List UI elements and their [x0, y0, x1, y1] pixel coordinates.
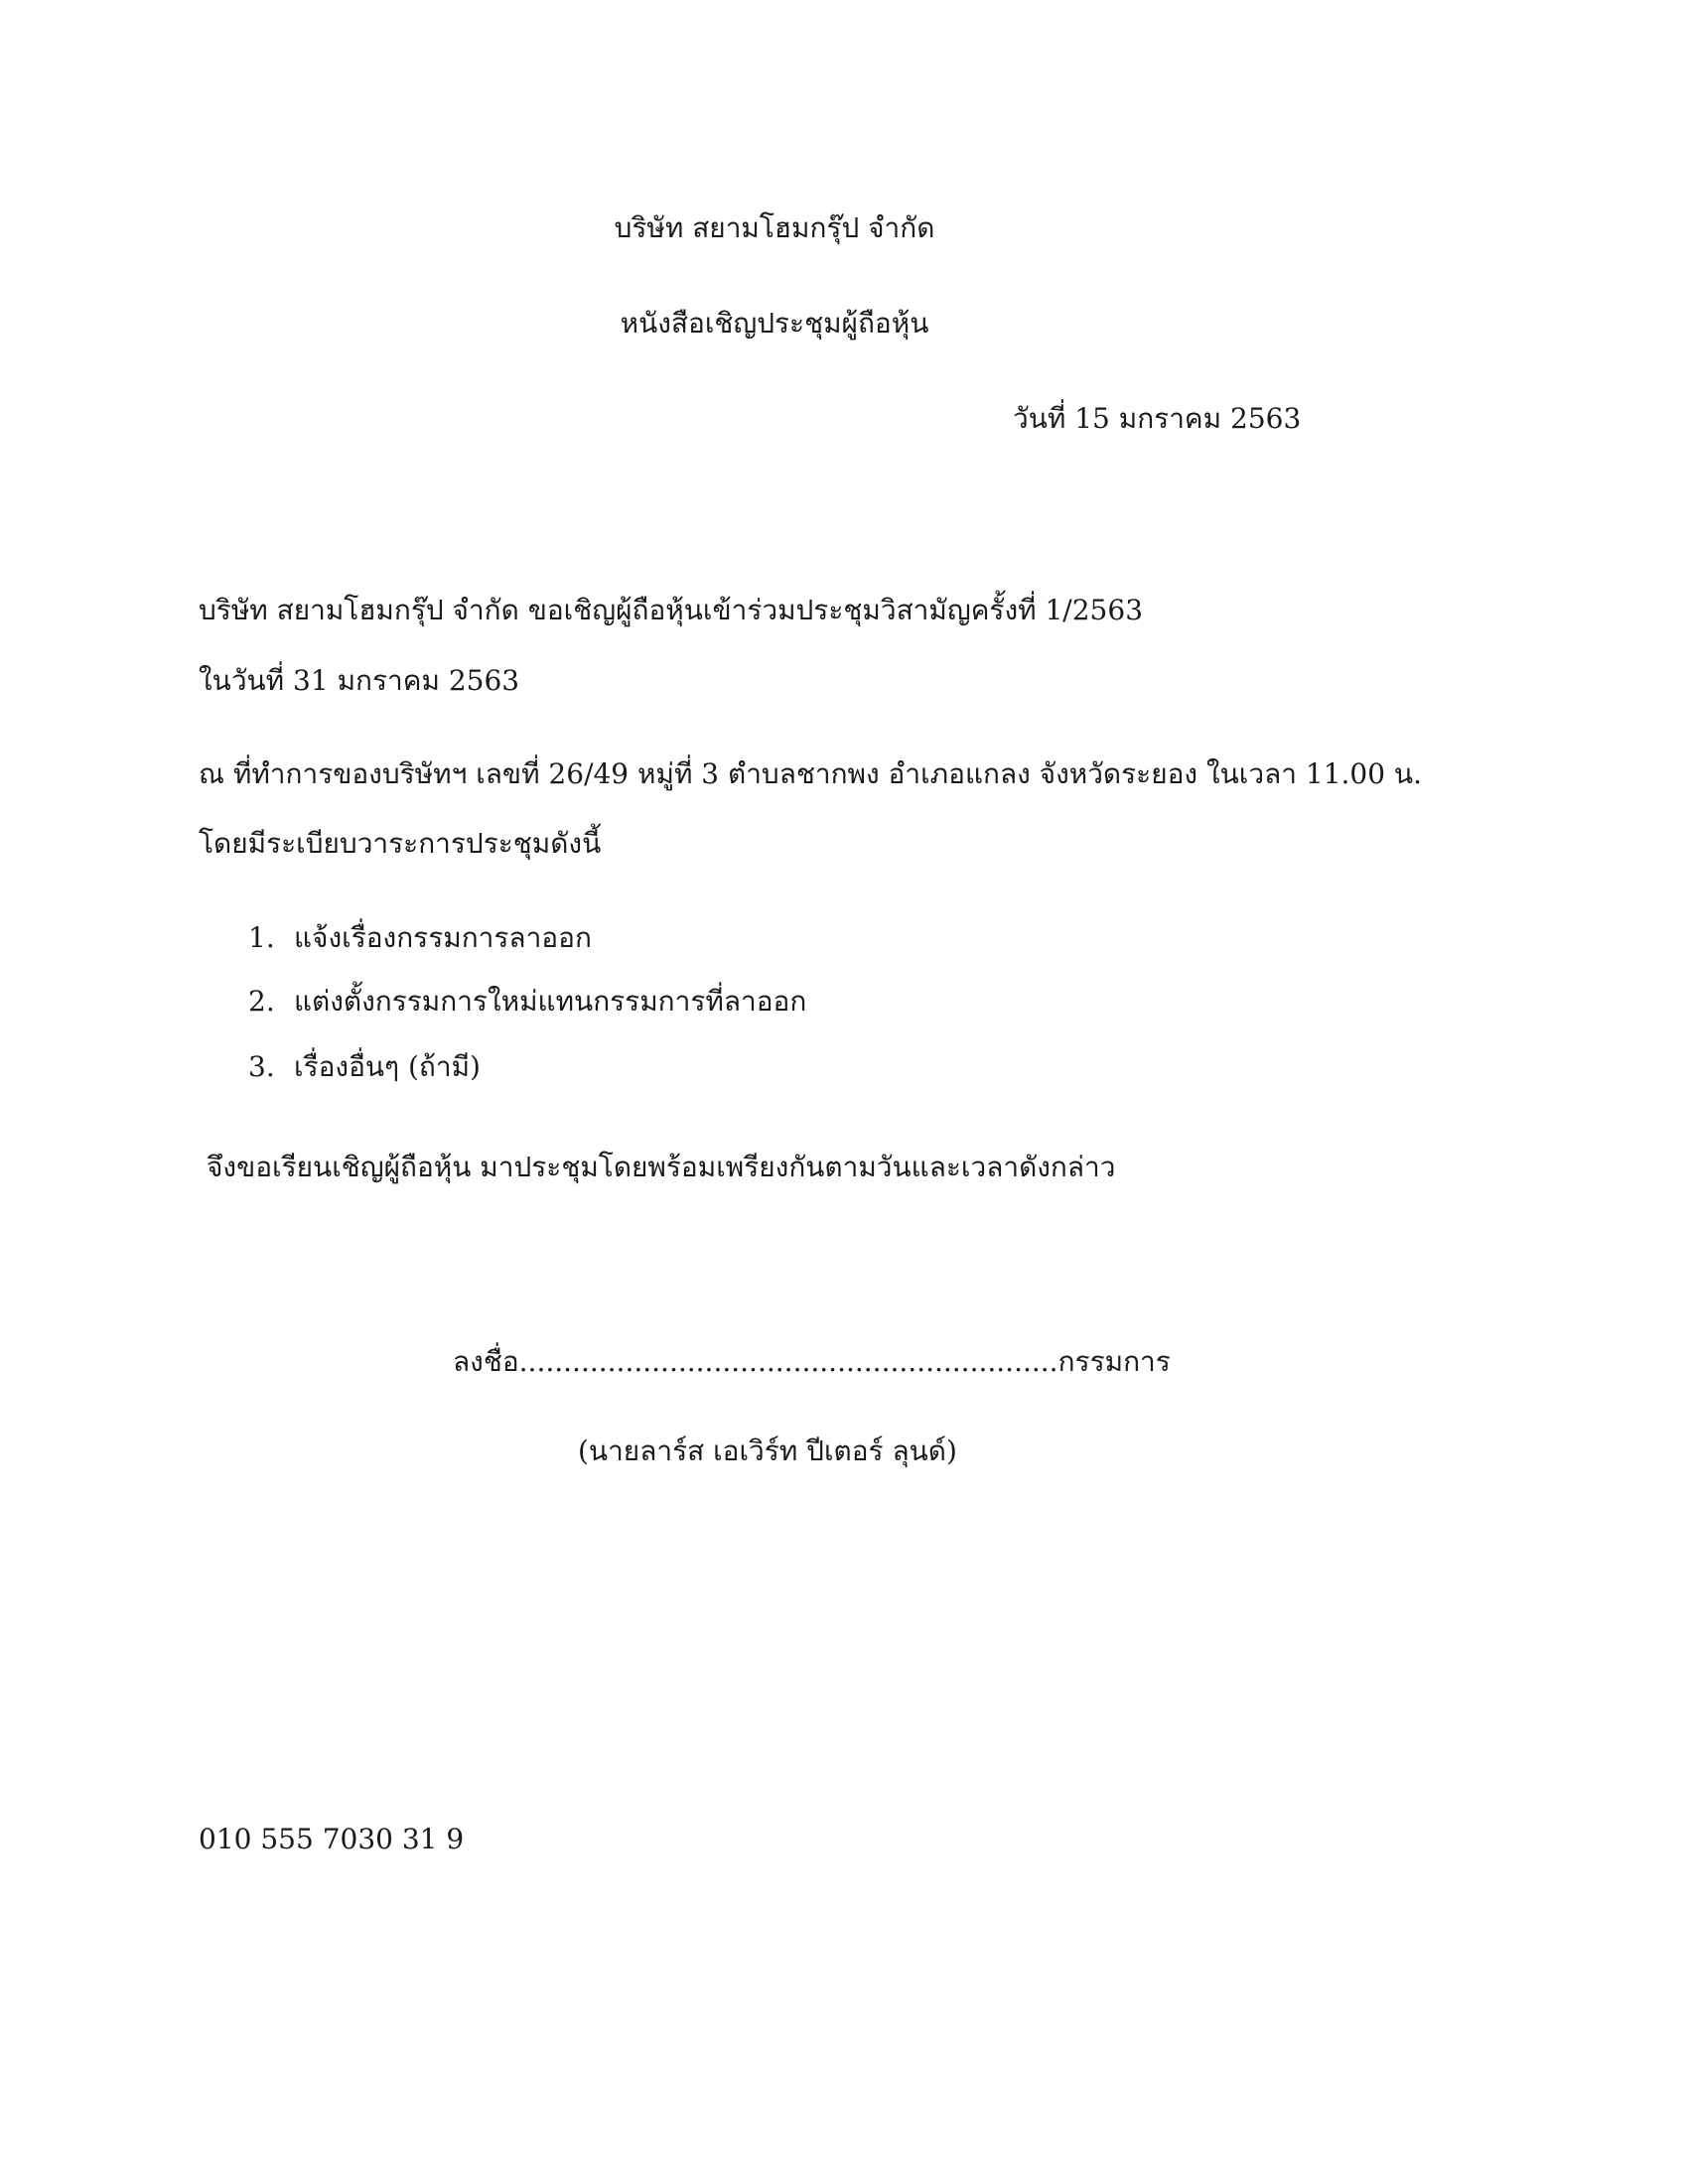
agenda-item-number: 2.	[248, 985, 275, 1018]
agenda-item-number: 3.	[248, 1050, 275, 1083]
closing-paragraph: จึงขอเรียนเชิญผู้ถือหุ้น มาประชุมโดยพร้อมเพรียงกันตามวันและเวลาดังกล่าว	[207, 1151, 1116, 1183]
agenda-item-text: แจ้งเรื่องกรรมการลาออก	[294, 921, 592, 954]
agenda-item-text: แต่งตั้งกรรมการใหม่แทนกรรมการที่ลาออก	[294, 985, 807, 1018]
registration-number: 010 555 7030 31 9	[199, 1823, 465, 1855]
agenda-item	[248, 984, 806, 1020]
intro-paragraph-line-2: ในวันที่ 31 มกราคม 2563	[199, 664, 520, 697]
venue-paragraph-line-1: ณ ที่ทำการของบริษัทฯ เลขที่ 26/49 หมู่ที่ 3 ตำบลชากพง อำเภอแกลง จังหวัดระยอง ในเวลา 11.00 น.	[199, 757, 1422, 790]
agenda-item-text: เรื่องอื่นๆ (ถ้ามี)	[294, 1050, 481, 1083]
agenda-item-number: 1.	[248, 921, 275, 954]
document-date: วันที่ 15 มกราคม 2563	[1013, 402, 1302, 435]
company-name-heading: บริษัท สยามโฮมกรุ๊ป จำกัด	[614, 211, 935, 244]
signature-line: ลงชื่อ.............................................................กรรมการ	[453, 1345, 1171, 1378]
signer-name: (นายลาร์ส เอเวิร์ท ปีเตอร์ ลุนด์)	[578, 1434, 957, 1467]
document-title: หนังสือเชิญประชุมผู้ถือหุ้น	[620, 307, 929, 340]
agenda-item	[248, 920, 592, 956]
venue-paragraph-line-2: โดยมีระเบียบวาระการประชุมดังนี้	[199, 827, 602, 860]
intro-paragraph-line-1: บริษัท สยามโฮมกรุ๊ป จำกัด ขอเชิญผู้ถือหุ้นเข้าร่วมประชุมวิสามัญครั้งที่ 1/2563	[199, 594, 1144, 626]
agenda-item	[248, 1049, 481, 1085]
